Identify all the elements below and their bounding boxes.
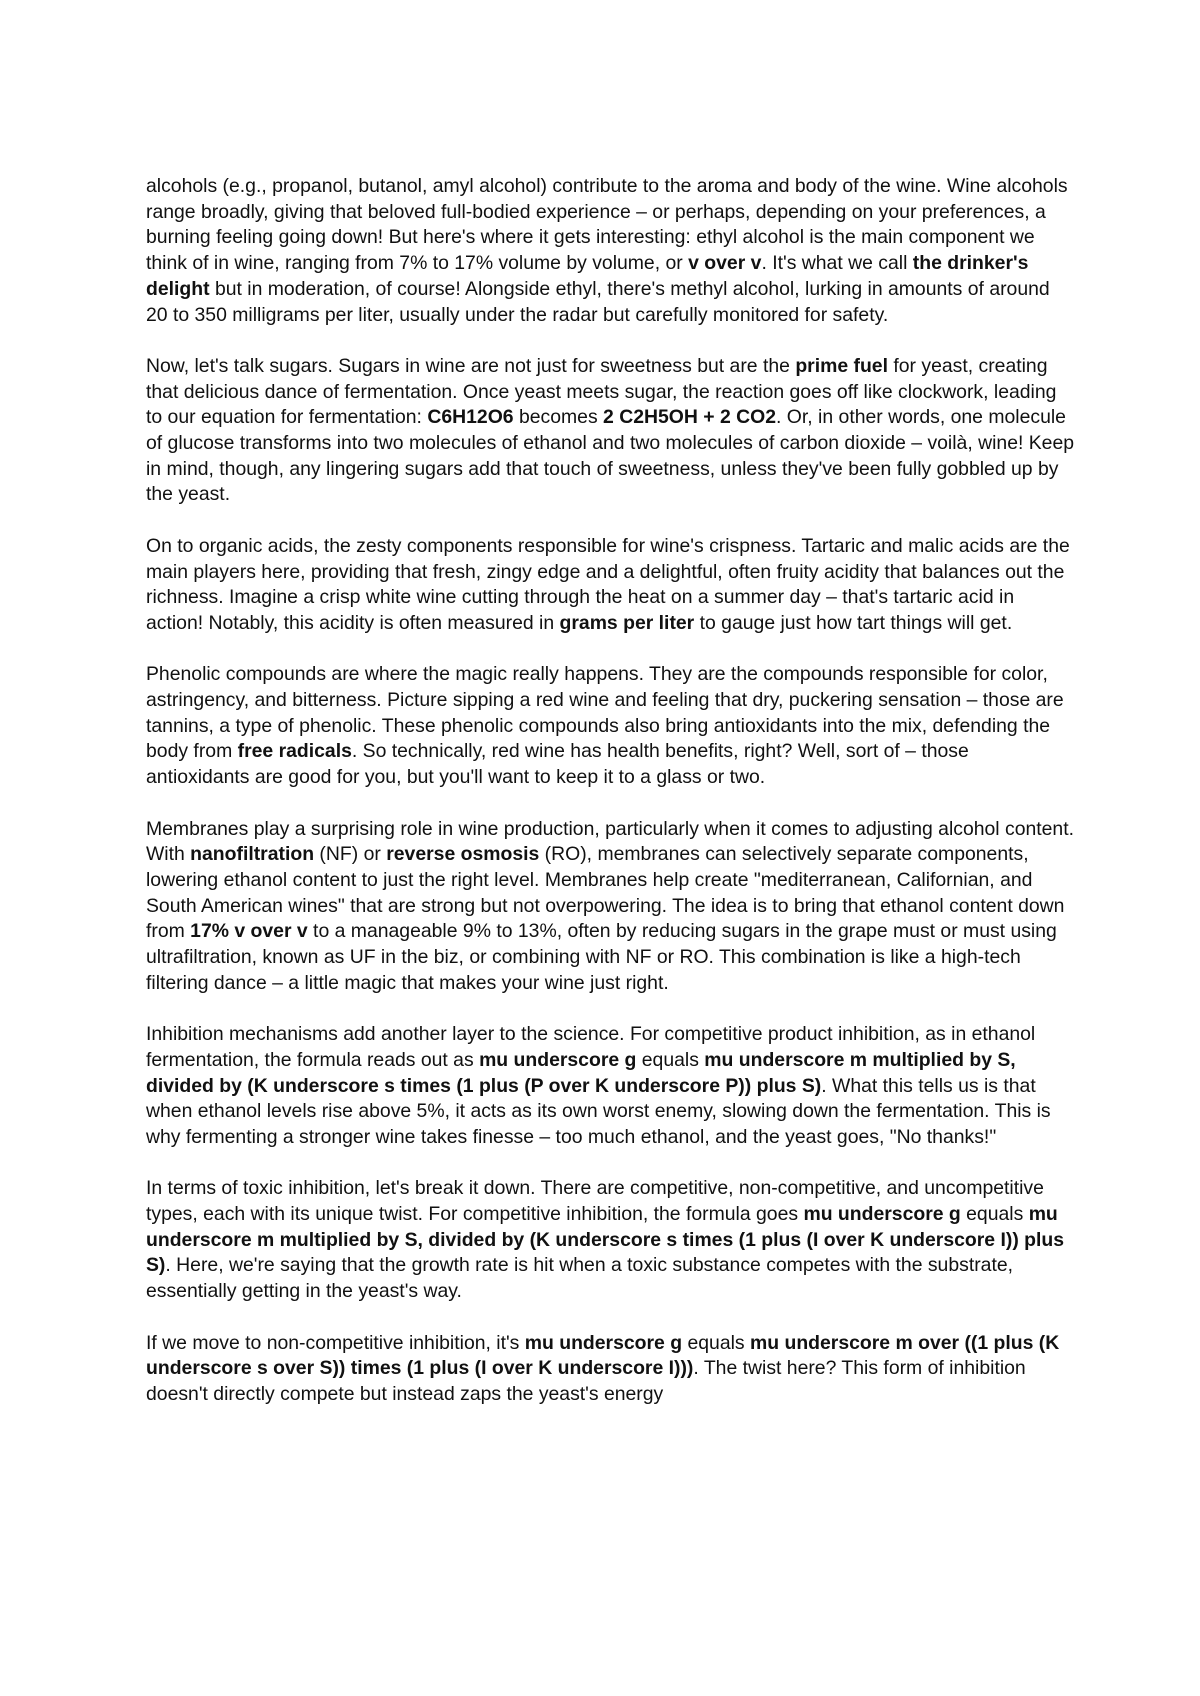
document-page xyxy=(146,174,1076,1433)
text-run: . So technically, red wine has health benefits, right? Well, sort of – those antioxidants are good for you, but you'll want to keep it to a glass or two. xyxy=(146,740,969,789)
bold-term: mu underscore g xyxy=(479,1048,637,1071)
bold-term: grams per liter xyxy=(559,611,695,634)
bold-term: prime fuel xyxy=(795,354,888,377)
text-run: becomes xyxy=(513,406,604,429)
bold-term: free radicals xyxy=(237,740,352,763)
paragraph-inhibition-mechanisms xyxy=(146,1022,1076,1151)
bold-term: mu underscore m over ((1 plus (K underscore s over S)) times (1 plus (I over K underscore I))) xyxy=(146,1331,1060,1380)
text-run: In terms of toxic inhibition, let's break it down. There are competitive, non-competitive, and uncompetitive types, each with its unique twist. For competitive inhibition, the formula goes xyxy=(146,1177,1044,1226)
paragraph-non-competitive-inhibition xyxy=(146,1331,1076,1408)
text-run: for yeast, creating that delicious dance of fermentation. Once yeast meets sugar, the reaction goes off like clockwork, leading to our equation for fermentation: xyxy=(146,354,1057,429)
text-run: On to organic acids, the zesty components responsible for wine's crispness. Tartaric and malic acids are the main players here, providing that fresh, zingy edge and a delightful, often fruity acidity that balances out the richness. Imagine a crisp white wine cutting through the heat on a summer day – that's tartaric acid in action! Notably, this acidity is often measured in xyxy=(146,534,1070,634)
bold-term: mu underscore m multiplied by S, divided by (K underscore s times (1 plus (P over K underscore P)) plus S) xyxy=(146,1048,1016,1097)
text-run: Inhibition mechanisms add another layer to the science. For competitive product inhibition, as in ethanol fermentation, the formula reads out as xyxy=(146,1023,1036,1071)
paragraph-phenolic-compounds xyxy=(146,662,1076,791)
text-run: equals xyxy=(636,1048,705,1071)
text-run: to a manageable 9% to 13%, often by reducing sugars in the grape must or must using ultrafiltration, known as UF in the biz, or combining with NF or RO. This combination is like a high-tech filtering dance – a little magic that makes your wine just right. xyxy=(146,920,1057,994)
bold-term: 17% v over v xyxy=(190,920,308,943)
bold-term: mu underscore g xyxy=(803,1203,961,1226)
paragraph-toxic-inhibition xyxy=(146,1176,1076,1305)
text-run: Membranes play a surprising role in wine production, particularly when it comes to adjusting alcohol content. With xyxy=(146,817,1074,866)
text-run: (NF) or xyxy=(314,843,387,866)
text-run: equals xyxy=(682,1331,750,1354)
text-run: Now, let's talk sugars. Sugars in wine are not just for sweetness but are the xyxy=(146,354,796,377)
bold-term: v over v xyxy=(688,252,762,275)
bold-term: the drinker's delight xyxy=(146,252,1029,300)
text-run: . Here, we're saying that the growth rate is hit when a toxic substance competes with the substrate, essentially getting in the yeast's way. xyxy=(146,1254,1014,1303)
paragraph-organic-acids xyxy=(146,534,1076,637)
text-run: . It's what we call xyxy=(761,252,913,275)
bold-term: 2 C2H5OH + 2 CO2 xyxy=(603,406,777,429)
paragraph-membranes xyxy=(146,817,1076,997)
bold-term: mu underscore g xyxy=(524,1331,683,1354)
paragraph-alcohols xyxy=(146,174,1076,328)
paragraph-sugars xyxy=(146,354,1076,508)
text-run: equals xyxy=(960,1203,1029,1226)
text-run: . What this tells us is that when ethanol levels rise above 5%, it acts as its own worst enemy, slowing down the fermentation. This is why fermenting a stronger wine takes finesse – too much ethanol, and the yeast goes, "No thanks!" xyxy=(146,1074,1051,1148)
bold-term: reverse osmosis xyxy=(386,843,540,866)
text-run: . The twist here? This form of inhibition doesn't directly compete but instead zaps the yeast's energy xyxy=(146,1357,1026,1405)
text-run: . Or, in other words, one molecule of glucose transforms into two molecules of ethanol and two molecules of carbon dioxide – voilà, wine! Keep in mind, though, any lingering sugars add that touch of sweetness, unless they've been fully gobbled up by the yeast. xyxy=(146,406,1075,506)
text-run: (RO), membranes can selectively separate components, lowering ethanol content to just the right level. Membranes help create "mediterranean, Californian, and South American wines" that are strong but not overpowering. The idea is to bring that ethanol content down from xyxy=(146,843,1065,943)
text-run: to gauge just how tart things will get. xyxy=(694,611,1013,634)
text-run: alcohols (e.g., propanol, butanol, amyl alcohol) contribute to the aroma and body of the wine. Wine alcohols range broadly, giving that beloved full-bodied experience – or perhaps, depending on your preferences, a burning feeling going down! But here's where it gets interesting: ethyl alcohol is the main component we think of in wine, ranging from 7% to 17% volume by volume, or xyxy=(146,175,1068,275)
text-run: Phenolic compounds are where the magic really happens. They are the compounds responsible for color, astringency, and bitterness. Picture sipping a red wine and feeling that dry, puckering sensation – those are tannins, a type of phenolic. These phenolic compounds also bring antioxidants into the mix, defending the body from xyxy=(146,663,1064,763)
bold-term: nanofiltration xyxy=(190,843,315,866)
bold-term: C6H12O6 xyxy=(427,406,514,429)
text-run: If we move to non-competitive inhibition, it's xyxy=(146,1331,525,1354)
bold-term: mu underscore m multiplied by S, divided by (K underscore s times (1 plus (I over K underscore I)) plus S) xyxy=(146,1203,1065,1277)
text-run: but in moderation, of course! Alongside ethyl, there's methyl alcohol, lurking in amounts of around 20 to 350 milligrams per liter, usually under the radar but carefully monitored for safety. xyxy=(146,277,1050,326)
